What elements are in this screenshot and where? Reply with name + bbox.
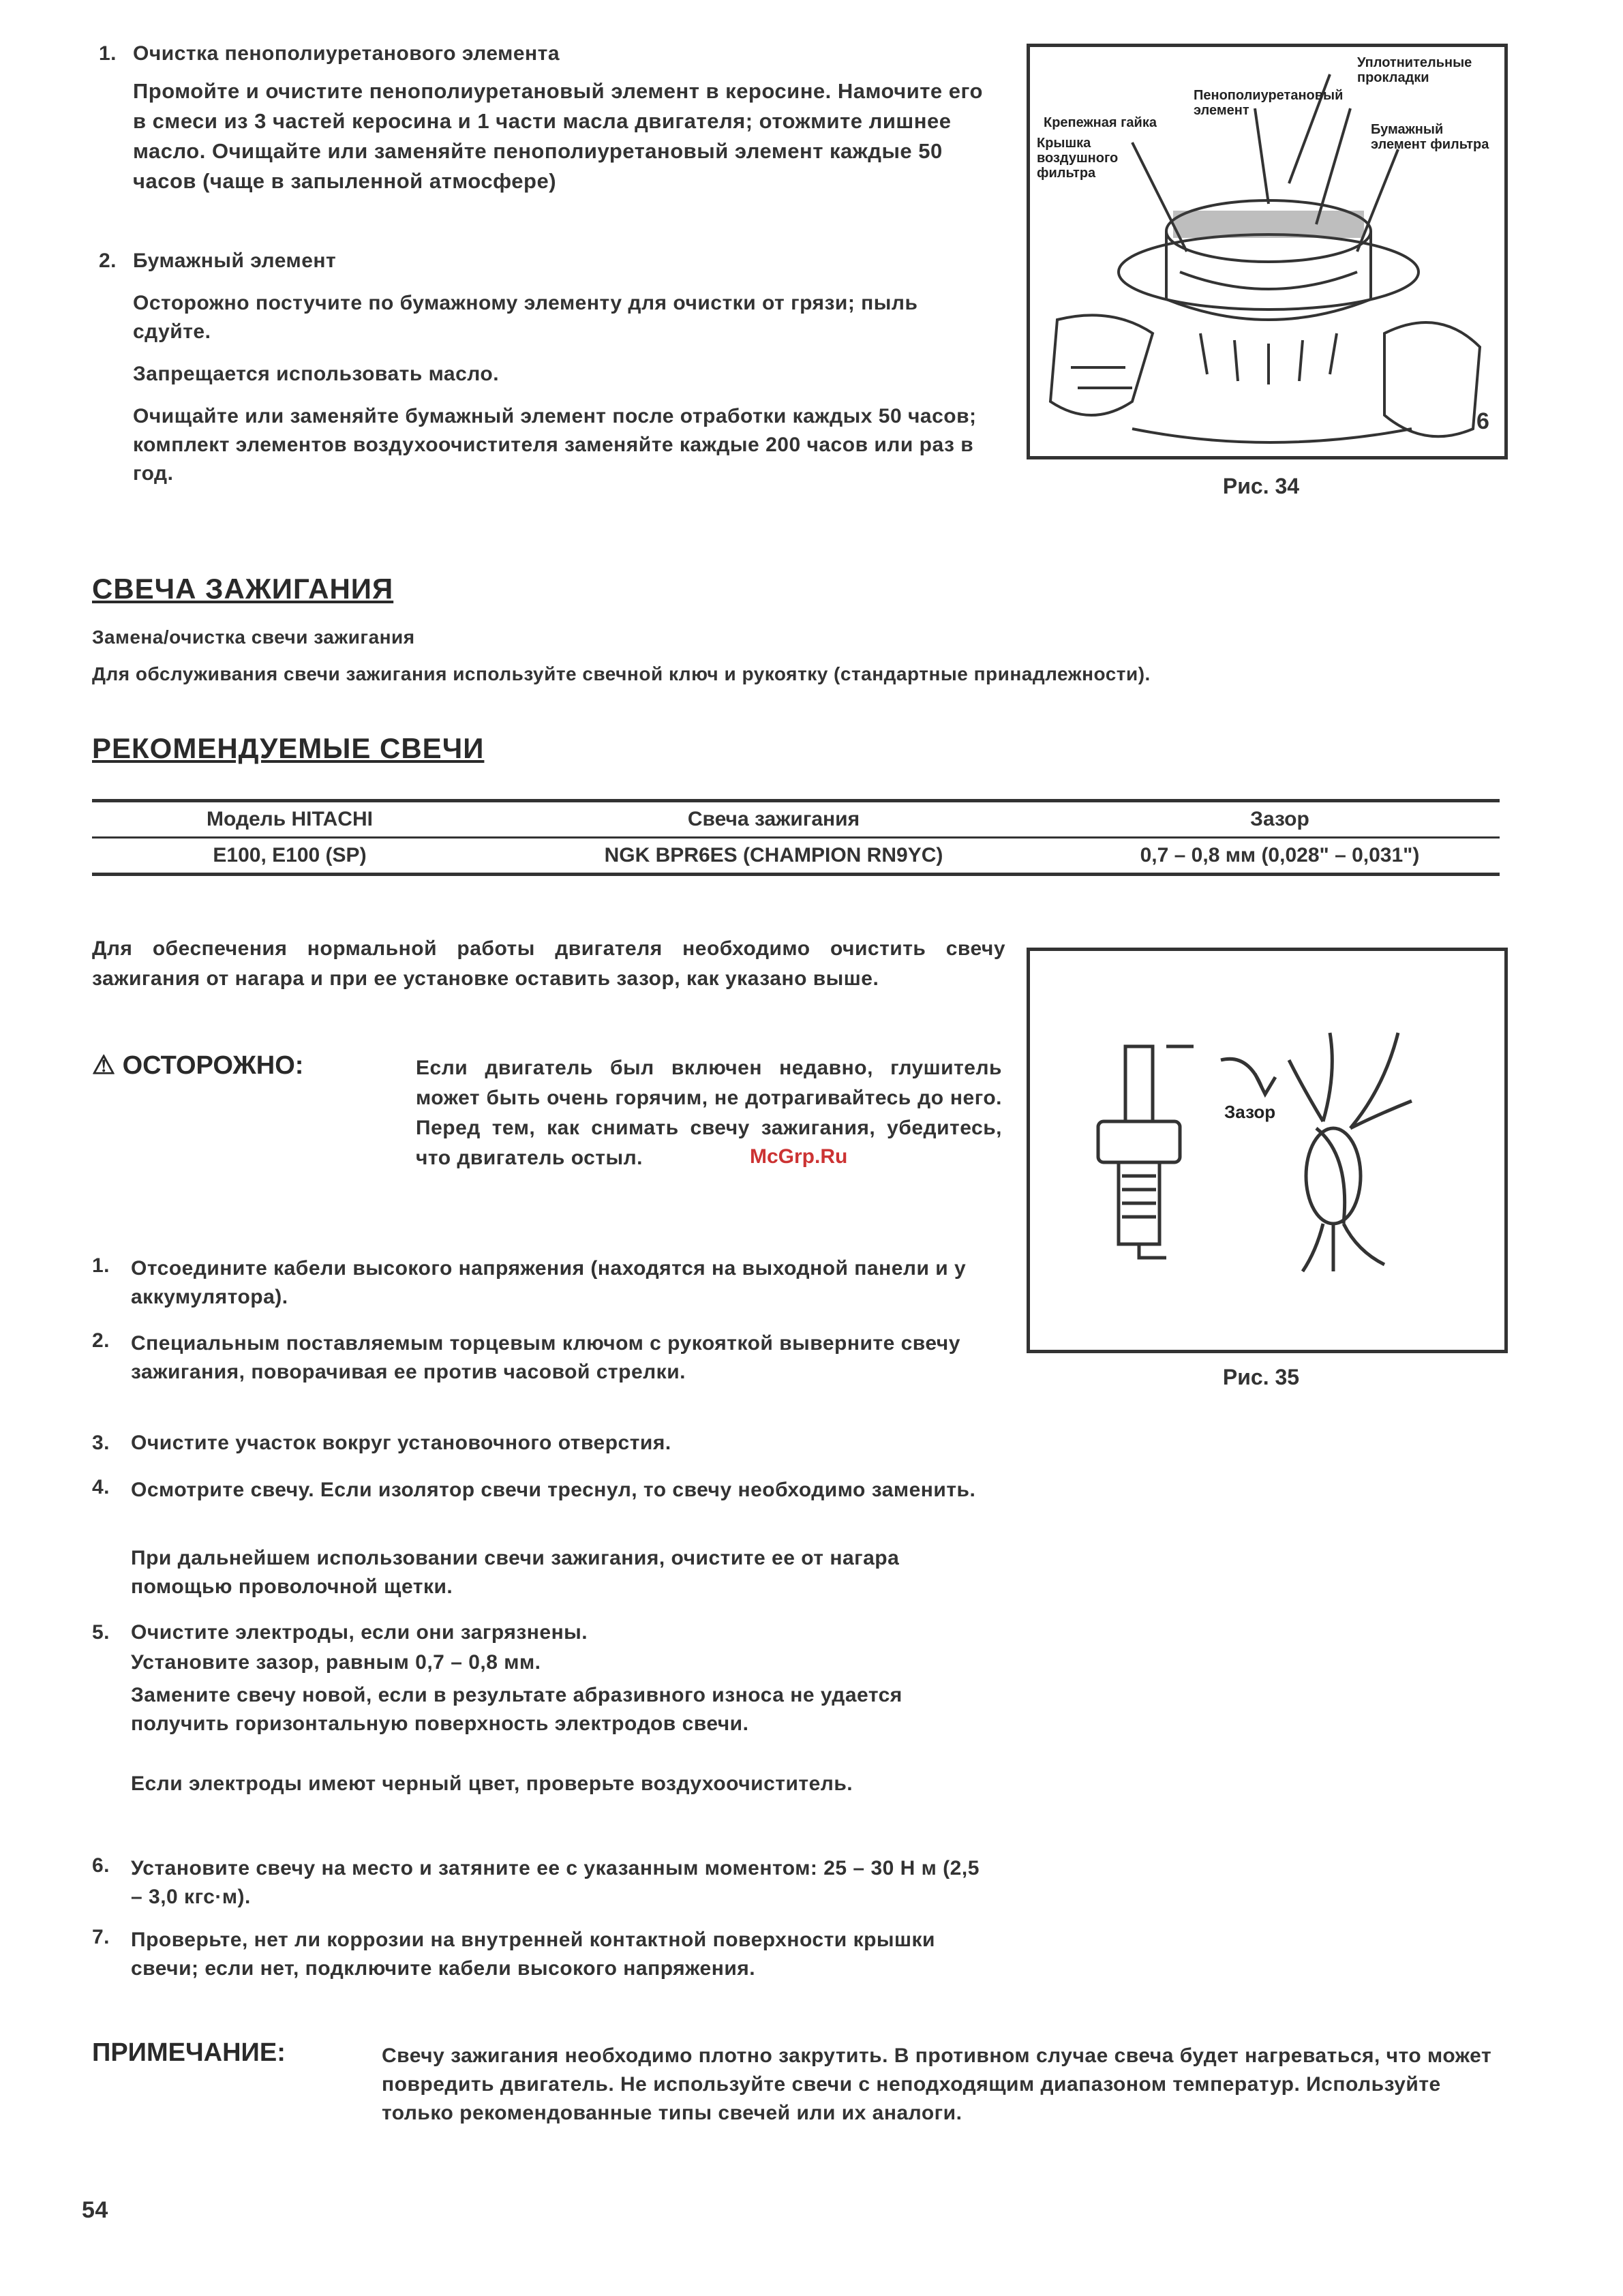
- step-2-number: 2.: [92, 1329, 110, 1352]
- spark-plug-heading: СВЕЧА ЗАЖИГАНИЯ: [92, 573, 394, 605]
- watermark: McGrp.Ru: [750, 1145, 848, 1168]
- item2-number: 2.: [99, 250, 117, 272]
- label-wing-nut: Крепежная гайка: [1044, 115, 1157, 130]
- table-header-cell: Модель HITACHI: [207, 808, 373, 830]
- step-5-number: 5.: [92, 1621, 110, 1644]
- step-7-number: 7.: [92, 1926, 110, 1948]
- note-label: ПРИМЕЧАНИЕ:: [92, 2038, 286, 2067]
- figure-35-caption: Рис. 35: [1222, 1365, 1300, 1389]
- step-6-text: Установите свечу на место и затяните ее с указанным моментом: 25 – 30 Н м (2,5 – 3,0 кгс·м).: [131, 1857, 980, 1908]
- item1-text: Промойте и очистите пенополиуретановый элемент в керосине. Намочите его в смеси из 3 частей керосина и 1 части масла двигателя; отожмите лишнее масло. Очищайте или заменяйте пенополиуретановый элемент каждые 50 часов (чаще в запыленной атмосфере): [133, 79, 983, 193]
- item2-title: Бумажный элемент: [133, 250, 337, 272]
- note-text: Свечу зажигания необходимо плотно закрутить. В противном случае свеча будет нагреваться, что может повредить двигатель. Не используйте свечи с неподходящим диапазоном температур. Используйте только рекомендованные типы свечей или их аналоги.: [382, 2044, 1492, 2124]
- spark-plug-gap-illustration: [1030, 951, 1504, 1350]
- table-header-cell: Зазор: [1250, 808, 1309, 830]
- table-header-row: [92, 802, 1500, 836]
- step-3-number: 3.: [92, 1432, 110, 1454]
- figure-35-spark-plug-gap: [1027, 948, 1508, 1353]
- item2-paragraph-2: Запрещается использовать масло.: [133, 363, 500, 385]
- warning-label: ⚠ ОСТОРОЖНО:: [92, 1051, 304, 1080]
- item1-title: Очистка пенополиуретанового элемента: [133, 42, 560, 65]
- label-sealing-gaskets: Уплотнительные прокладки: [1357, 55, 1472, 85]
- step-4-number: 4.: [92, 1476, 110, 1498]
- step-1-number: 1.: [92, 1254, 110, 1277]
- page-number: 54: [82, 2197, 108, 2223]
- step-4-extra: При дальнейшем использовании свечи зажигания, очистите ее от нагара помощью проволочной щетки.: [131, 1547, 900, 1598]
- step-5-line-2: Замените свечу новой, если в результате абразивного износа не удается получить горизонтальную поверхность электродов свечи.: [131, 1684, 902, 1735]
- maintenance-intro: Для обеспечения нормальной работы двигателя необходимо очистить свечу зажигания от нагара и при ее установке оставить зазор, как указано выше.: [92, 937, 1005, 990]
- label-filter-cover: Крышка воздушного фильтра: [1037, 136, 1119, 181]
- step-1-text: Отсоедините кабели высокого напряжения (находятся на выходной панели и у аккумулятора).: [131, 1257, 967, 1308]
- recommended-plugs-table: [92, 799, 1500, 876]
- warning-text: Если двигатель был включен недавно, глушитель может быть очень горячим, не дотрагивайтесь до него. Перед тем, как снимать свечу зажигания, убедитесь, что двигатель остыл.: [416, 1057, 1002, 1169]
- item2-paragraph-1: Осторожно постучите по бумажному элементу для очистки от грязи; пыль сдуйте.: [133, 292, 918, 343]
- label-paper-element: Бумажный элемент фильтра: [1371, 122, 1489, 152]
- step-5-text: Очистите электроды, если они загрязнены.: [131, 1621, 588, 1644]
- spark-plug-subheading: Замена/очистка свечи зажигания: [92, 626, 415, 648]
- label-foam-element: Пенополиуретановый элемент: [1194, 88, 1344, 118]
- svg-text:6: 6: [1476, 408, 1489, 434]
- table-cell: E100, E100 (SP): [213, 844, 367, 866]
- table-cell: 0,7 – 0,8 мм (0,028" – 0,031"): [1140, 844, 1420, 866]
- table-cell: NGK BPR6ES (CHAMPION RN9YC): [604, 844, 943, 866]
- figure-34-air-filter: [1027, 44, 1508, 459]
- table-row: [92, 839, 1500, 873]
- step-6-number: 6.: [92, 1854, 110, 1877]
- label-gap: Зазор: [1224, 1102, 1276, 1122]
- step-5-line-1: Установите зазор, равным 0,7 – 0,8 мм.: [131, 1651, 541, 1674]
- item1-number: 1.: [99, 42, 117, 65]
- step-2-text: Специальным поставляемым торцевым ключом с рукояткой выверните свечу зажигания, поворачивая ее против часовой стрелки.: [131, 1332, 960, 1383]
- recommended-plugs-heading: РЕКОМЕНДУЕМЫЕ СВЕЧИ: [92, 732, 485, 764]
- item2-paragraph-3: Очищайте или заменяйте бумажный элемент после отработки каждых 50 часов; комплект элементов воздухоочистителя заменяйте каждые 200 часов или раз в год.: [133, 405, 977, 485]
- step-3-text: Очистите участок вокруг установочного отверстия.: [131, 1432, 671, 1454]
- table-header-cell: Свеча зажигания: [687, 808, 860, 830]
- spark-plug-text: Для обслуживания свечи зажигания используйте свечной ключ и рукоятку (стандартные принадлежности).: [92, 663, 1151, 684]
- step-5-line-3: Если электроды имеют черный цвет, проверьте воздухоочиститель.: [131, 1772, 853, 1795]
- step-7-text: Проверьте, нет ли коррозии на внутренней контактной поверхности крышки свечи; если нет, подключите кабели высокого напряжения.: [131, 1929, 935, 1980]
- figure-34-caption: Рис. 34: [1222, 474, 1300, 498]
- step-4-text: Осмотрите свечу. Если изолятор свечи треснул, то свечу необходимо заменить.: [131, 1479, 976, 1501]
